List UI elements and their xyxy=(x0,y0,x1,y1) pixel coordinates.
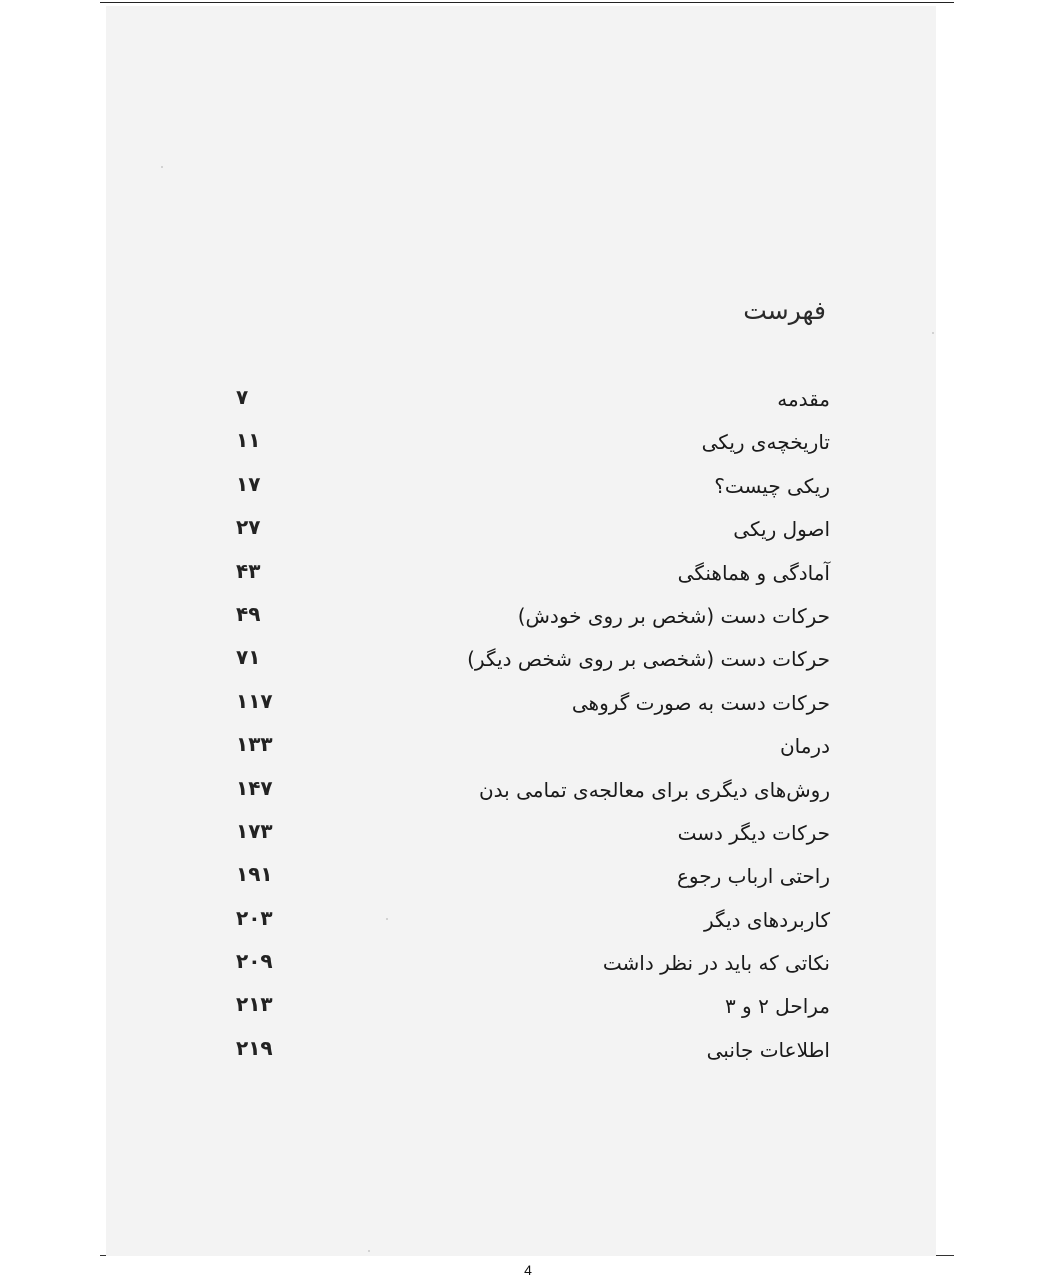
toc-entry-title: اصول ریکی xyxy=(733,517,830,542)
toc-entry-page-number: ۲۱۹ xyxy=(236,1035,273,1060)
toc-entry xyxy=(236,860,830,903)
toc-entry-page-number: ۲۷ xyxy=(236,515,261,540)
toc-entry-title: حرکات دست به صورت گروهی xyxy=(571,690,830,715)
toc-entry xyxy=(236,557,830,600)
toc-entry-page-number: ۲۰۹ xyxy=(236,949,273,974)
scan-speck xyxy=(368,1250,370,1252)
toc-entry-title: کاربردهای دیگر xyxy=(704,907,830,932)
toc-entry-page-number: ۴۹ xyxy=(236,601,261,626)
toc-entry-title: ریکی چیست؟ xyxy=(714,473,830,498)
toc-entry-title: درمان xyxy=(779,734,830,759)
toc-entry xyxy=(236,470,830,513)
toc-entry-page-number: ۱۱۷ xyxy=(236,688,273,713)
bottom-border-line-right xyxy=(936,1255,954,1256)
toc-entry-title: روش‌های دیگری برای معالجه‌ی تمامی بدن xyxy=(478,777,830,802)
toc-entry-page-number: ۷ xyxy=(236,385,249,409)
toc-entry-title: اطلاعات جانبی xyxy=(706,1037,830,1062)
toc-entry xyxy=(236,513,830,556)
scan-speck xyxy=(932,332,934,334)
toc-entry-page-number: ۲۱۳ xyxy=(236,992,273,1017)
toc-entry-page-number: ۱۳۳ xyxy=(236,732,273,757)
toc-entry xyxy=(236,947,830,990)
scan-speck xyxy=(161,166,163,168)
toc-entry-page-number: ۱۷۳ xyxy=(236,818,273,843)
toc-heading: فهرست xyxy=(743,296,826,325)
toc-entry xyxy=(236,426,830,469)
page-number: 4 xyxy=(524,1262,532,1278)
toc-entry-page-number: ۱۷ xyxy=(236,471,261,496)
toc-entry-page-number: ۱۱ xyxy=(236,428,261,453)
toc-entry xyxy=(236,904,830,947)
top-border-line xyxy=(100,2,954,3)
toc-entry-page-number: ۷۱ xyxy=(236,645,261,670)
toc-entry-page-number: ۱۹۱ xyxy=(236,862,273,887)
bottom-border-line-left xyxy=(100,1255,106,1256)
toc-entry-title: نکاتی که باید در نظر داشت xyxy=(602,951,830,976)
toc-entry xyxy=(236,990,830,1033)
toc-entry-page-number: ۲۰۳ xyxy=(236,905,273,930)
toc-entry xyxy=(236,774,830,817)
toc-entry-title: حرکات دست (شخصی بر روی شخص دیگر) xyxy=(467,647,830,672)
toc-entry xyxy=(236,600,830,643)
toc-entry-title: حرکات دست (شخص بر روی خودش) xyxy=(517,603,830,628)
toc-entry-page-number: ۱۴۷ xyxy=(236,775,273,800)
toc-entry-title: مراحل ۲ و ۳ xyxy=(724,994,830,1019)
toc-entry xyxy=(236,643,830,686)
toc-entry-title: مقدمه xyxy=(777,387,830,411)
toc-entry-title: آمادگی و هماهنگی xyxy=(677,560,830,585)
toc-entry xyxy=(236,730,830,773)
toc-entry xyxy=(236,817,830,860)
table-of-contents xyxy=(236,383,830,1077)
toc-entry xyxy=(236,1034,830,1077)
toc-entry xyxy=(236,687,830,730)
toc-entry xyxy=(236,383,830,426)
toc-entry-title: تاریخچه‌ی ریکی xyxy=(701,430,830,455)
toc-entry-title: راحتی ارباب رجوع xyxy=(677,864,830,889)
toc-entry-page-number: ۴۳ xyxy=(236,558,261,583)
toc-entry-title: حرکات دیگر دست xyxy=(677,820,830,845)
